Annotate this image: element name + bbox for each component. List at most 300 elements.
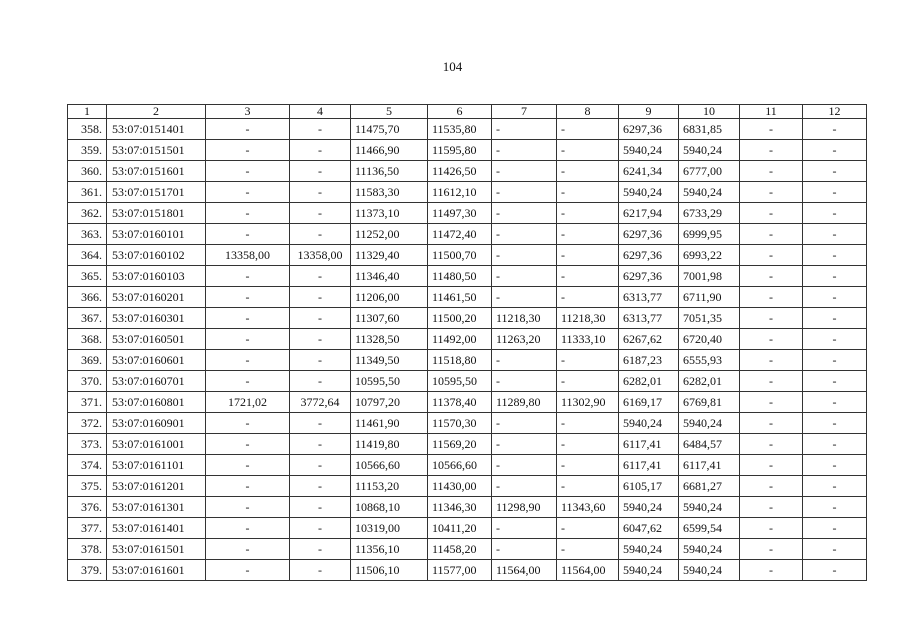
- table-cell: -: [557, 518, 619, 539]
- table-cell: -: [557, 455, 619, 476]
- table-cell: -: [803, 371, 867, 392]
- table-cell: 13358,00: [290, 245, 351, 266]
- table-cell: -: [206, 518, 290, 539]
- table-cell: -: [206, 497, 290, 518]
- table-cell: 375.: [68, 476, 107, 497]
- table-cell: -: [290, 413, 351, 434]
- table-cell: 365.: [68, 266, 107, 287]
- table-cell: 11475,70: [351, 119, 428, 140]
- table-cell: 5940,24: [679, 497, 740, 518]
- table-row: [68, 455, 867, 476]
- table-cell: -: [803, 203, 867, 224]
- table-cell: -: [557, 371, 619, 392]
- table-cell: 10566,60: [351, 455, 428, 476]
- table-row: [68, 182, 867, 203]
- table-cell: -: [557, 266, 619, 287]
- table-cell: -: [492, 140, 557, 161]
- table-cell: -: [740, 413, 803, 434]
- table-cell: 6313,77: [619, 308, 679, 329]
- column-header-4: 4: [290, 105, 351, 119]
- column-header-5: 5: [351, 105, 428, 119]
- column-header-7: 7: [492, 105, 557, 119]
- table-cell: -: [206, 140, 290, 161]
- column-header-2: 2: [107, 105, 206, 119]
- table-row: [68, 476, 867, 497]
- table-cell: 11583,30: [351, 182, 428, 203]
- table-cell: -: [557, 350, 619, 371]
- table-cell: -: [206, 350, 290, 371]
- table-cell: 53:07:0161101: [107, 455, 206, 476]
- table-cell: 6117,41: [679, 455, 740, 476]
- column-header-8: 8: [557, 105, 619, 119]
- table-cell: -: [290, 266, 351, 287]
- table-row: [68, 140, 867, 161]
- table-cell: -: [740, 392, 803, 413]
- table-cell: -: [557, 182, 619, 203]
- table-cell: -: [740, 476, 803, 497]
- table-cell: -: [206, 161, 290, 182]
- table-cell: -: [290, 329, 351, 350]
- table-cell: 11333,10: [557, 329, 619, 350]
- table-cell: 11564,00: [557, 560, 619, 581]
- table-cell: -: [206, 539, 290, 560]
- table-cell: 10595,50: [351, 371, 428, 392]
- table-row: [68, 287, 867, 308]
- table-row: [68, 371, 867, 392]
- table-cell: 11153,20: [351, 476, 428, 497]
- table-cell: 10868,10: [351, 497, 428, 518]
- table-cell: 11518,80: [428, 350, 492, 371]
- table-cell: -: [557, 539, 619, 560]
- table-cell: 53:07:0161201: [107, 476, 206, 497]
- table-cell: 368.: [68, 329, 107, 350]
- table-cell: -: [290, 140, 351, 161]
- column-header-6: 6: [428, 105, 492, 119]
- table-cell: 11378,40: [428, 392, 492, 413]
- table-cell: 53:07:0151701: [107, 182, 206, 203]
- table-cell: -: [557, 161, 619, 182]
- table-cell: 374.: [68, 455, 107, 476]
- table-cell: 11430,00: [428, 476, 492, 497]
- table-cell: -: [206, 308, 290, 329]
- table-cell: -: [492, 203, 557, 224]
- table-cell: 11263,20: [492, 329, 557, 350]
- table-row: [68, 560, 867, 581]
- table-cell: 367.: [68, 308, 107, 329]
- table-cell: 5940,24: [619, 560, 679, 581]
- table-cell: -: [290, 119, 351, 140]
- table-cell: 6047,62: [619, 518, 679, 539]
- table-cell: 11349,50: [351, 350, 428, 371]
- table-cell: 372.: [68, 413, 107, 434]
- table-cell: 10566,60: [428, 455, 492, 476]
- table-cell: 11569,20: [428, 434, 492, 455]
- table-cell: 53:07:0160601: [107, 350, 206, 371]
- table-cell: -: [740, 203, 803, 224]
- table-row: [68, 413, 867, 434]
- table-cell: 10411,20: [428, 518, 492, 539]
- table-cell: -: [803, 224, 867, 245]
- table-cell: 359.: [68, 140, 107, 161]
- table-cell: -: [206, 329, 290, 350]
- table-cell: 11577,00: [428, 560, 492, 581]
- table-cell: 53:07:0160301: [107, 308, 206, 329]
- table-cell: -: [803, 287, 867, 308]
- table-cell: -: [803, 476, 867, 497]
- table-cell: 6117,41: [619, 455, 679, 476]
- table-cell: 376.: [68, 497, 107, 518]
- table-cell: 6993,22: [679, 245, 740, 266]
- table-cell: -: [290, 224, 351, 245]
- column-header-9: 9: [619, 105, 679, 119]
- table-cell: 5940,24: [679, 182, 740, 203]
- table-cell: -: [740, 539, 803, 560]
- table-cell: -: [803, 308, 867, 329]
- table-cell: 11500,70: [428, 245, 492, 266]
- table-cell: 6187,23: [619, 350, 679, 371]
- table-cell: 11497,30: [428, 203, 492, 224]
- table-row: [68, 308, 867, 329]
- table-cell: 11461,90: [351, 413, 428, 434]
- table-cell: -: [290, 497, 351, 518]
- table-cell: 5940,24: [619, 182, 679, 203]
- table-cell: 11564,00: [492, 560, 557, 581]
- table-cell: 11492,00: [428, 329, 492, 350]
- table-cell: 5940,24: [619, 140, 679, 161]
- table-cell: 369.: [68, 350, 107, 371]
- table-cell: 10797,20: [351, 392, 428, 413]
- table-cell: 53:07:0160901: [107, 413, 206, 434]
- table-cell: 6555,93: [679, 350, 740, 371]
- table-cell: 11307,60: [351, 308, 428, 329]
- table-cell: -: [557, 287, 619, 308]
- table-row: [68, 119, 867, 140]
- table-cell: -: [803, 560, 867, 581]
- column-header-10: 10: [679, 105, 740, 119]
- table-cell: -: [803, 182, 867, 203]
- table-cell: 11506,10: [351, 560, 428, 581]
- table-cell: -: [290, 476, 351, 497]
- column-header-11: 11: [740, 105, 803, 119]
- table-cell: 53:07:0160701: [107, 371, 206, 392]
- table-cell: -: [740, 560, 803, 581]
- table-cell: 5940,24: [619, 539, 679, 560]
- table-cell: 11466,90: [351, 140, 428, 161]
- table-cell: 3772,64: [290, 392, 351, 413]
- table-cell: -: [290, 434, 351, 455]
- table-cell: -: [492, 287, 557, 308]
- table-cell: -: [803, 140, 867, 161]
- table-cell: 6711,90: [679, 287, 740, 308]
- table-cell: -: [290, 308, 351, 329]
- column-header-1: 1: [68, 105, 107, 119]
- table-cell: 53:07:0151501: [107, 140, 206, 161]
- table-cell: -: [803, 518, 867, 539]
- table-cell: 13358,00: [206, 245, 290, 266]
- table-row: [68, 350, 867, 371]
- table-cell: 6267,62: [619, 329, 679, 350]
- table-cell: -: [740, 161, 803, 182]
- table-row: [68, 392, 867, 413]
- table-cell: 11570,30: [428, 413, 492, 434]
- table-cell: 53:07:0161301: [107, 497, 206, 518]
- table-cell: -: [557, 476, 619, 497]
- table-cell: -: [740, 245, 803, 266]
- table-cell: 373.: [68, 434, 107, 455]
- table-cell: -: [206, 371, 290, 392]
- table-cell: 11461,50: [428, 287, 492, 308]
- table-cell: 5940,24: [679, 560, 740, 581]
- table-cell: 11289,80: [492, 392, 557, 413]
- table-cell: 6720,40: [679, 329, 740, 350]
- table-cell: 11426,50: [428, 161, 492, 182]
- table-cell: -: [803, 413, 867, 434]
- table-cell: 11328,50: [351, 329, 428, 350]
- table-cell: -: [492, 119, 557, 140]
- table-cell: -: [740, 455, 803, 476]
- table-cell: 11346,40: [351, 266, 428, 287]
- table-cell: 11218,30: [492, 308, 557, 329]
- table-cell: 6241,34: [619, 161, 679, 182]
- table-cell: 11535,80: [428, 119, 492, 140]
- table-cell: 10319,00: [351, 518, 428, 539]
- table-cell: -: [206, 224, 290, 245]
- table-cell: -: [740, 371, 803, 392]
- table-cell: -: [803, 392, 867, 413]
- table-cell: 361.: [68, 182, 107, 203]
- table-cell: 6681,27: [679, 476, 740, 497]
- table-cell: 11595,80: [428, 140, 492, 161]
- table-cell: -: [740, 182, 803, 203]
- table-cell: -: [740, 224, 803, 245]
- table-cell: -: [492, 518, 557, 539]
- table-cell: -: [740, 287, 803, 308]
- table-cell: -: [803, 266, 867, 287]
- table-cell: 11419,80: [351, 434, 428, 455]
- table-cell: 6105,17: [619, 476, 679, 497]
- table-cell: 53:07:0161401: [107, 518, 206, 539]
- table-cell: -: [803, 350, 867, 371]
- table-cell: 11252,00: [351, 224, 428, 245]
- table-cell: 6769,81: [679, 392, 740, 413]
- table-cell: 53:07:0160102: [107, 245, 206, 266]
- table-cell: 53:07:0151601: [107, 161, 206, 182]
- table-cell: 6733,29: [679, 203, 740, 224]
- table-cell: -: [803, 161, 867, 182]
- table-cell: -: [557, 119, 619, 140]
- table-cell: -: [557, 413, 619, 434]
- table-cell: -: [557, 224, 619, 245]
- table-cell: -: [206, 413, 290, 434]
- table-cell: -: [740, 497, 803, 518]
- table-cell: -: [492, 413, 557, 434]
- table-cell: -: [492, 455, 557, 476]
- table-cell: -: [290, 518, 351, 539]
- table-cell: 379.: [68, 560, 107, 581]
- table-cell: 53:07:0160201: [107, 287, 206, 308]
- table-cell: 53:07:0151801: [107, 203, 206, 224]
- table-cell: 6297,36: [619, 266, 679, 287]
- table-cell: -: [290, 560, 351, 581]
- table-cell: 11500,20: [428, 308, 492, 329]
- table-cell: 11346,30: [428, 497, 492, 518]
- table-cell: 11302,90: [557, 392, 619, 413]
- table-cell: 53:07:0151401: [107, 119, 206, 140]
- table-cell: 6117,41: [619, 434, 679, 455]
- table-cell: -: [803, 497, 867, 518]
- table-cell: 6297,36: [619, 119, 679, 140]
- table-cell: 11480,50: [428, 266, 492, 287]
- table-row: [68, 161, 867, 182]
- table-cell: -: [206, 203, 290, 224]
- table-cell: 10595,50: [428, 371, 492, 392]
- table-cell: -: [492, 224, 557, 245]
- table-cell: -: [803, 245, 867, 266]
- table-row: [68, 497, 867, 518]
- table-cell: 11612,10: [428, 182, 492, 203]
- table-row: [68, 518, 867, 539]
- table-cell: 11329,40: [351, 245, 428, 266]
- table-cell: -: [557, 203, 619, 224]
- table-cell: -: [803, 539, 867, 560]
- table-cell: 53:07:0160103: [107, 266, 206, 287]
- table-row: [68, 266, 867, 287]
- column-header-12: 12: [803, 105, 867, 119]
- table-cell: -: [740, 266, 803, 287]
- table-cell: 11472,40: [428, 224, 492, 245]
- table-cell: -: [290, 539, 351, 560]
- table-cell: -: [740, 350, 803, 371]
- table-cell: 53:07:0161501: [107, 539, 206, 560]
- table-cell: -: [492, 539, 557, 560]
- table-cell: -: [290, 182, 351, 203]
- table-cell: -: [290, 287, 351, 308]
- table-row: [68, 224, 867, 245]
- table-cell: -: [206, 119, 290, 140]
- table-cell: -: [206, 476, 290, 497]
- table-cell: 11343,60: [557, 497, 619, 518]
- table-cell: 6777,00: [679, 161, 740, 182]
- table-cell: 6297,36: [619, 245, 679, 266]
- table-cell: -: [492, 350, 557, 371]
- table-cell: 1721,02: [206, 392, 290, 413]
- table-cell: 6599,54: [679, 518, 740, 539]
- page-number: 104: [442, 59, 463, 74]
- table-cell: 53:07:0160101: [107, 224, 206, 245]
- table-cell: 6999,95: [679, 224, 740, 245]
- table-cell: -: [740, 434, 803, 455]
- table-cell: -: [492, 245, 557, 266]
- table-cell: 5940,24: [679, 140, 740, 161]
- table-cell: 6282,01: [679, 371, 740, 392]
- table-cell: 5940,24: [619, 413, 679, 434]
- table-cell: -: [492, 161, 557, 182]
- table-cell: -: [803, 119, 867, 140]
- table-row: [68, 539, 867, 560]
- table-cell: 11206,00: [351, 287, 428, 308]
- table-cell: 7051,35: [679, 308, 740, 329]
- table-cell: 6297,36: [619, 224, 679, 245]
- table-cell: 53:07:0161001: [107, 434, 206, 455]
- table-cell: 378.: [68, 539, 107, 560]
- table-cell: 11298,90: [492, 497, 557, 518]
- table-row: [68, 329, 867, 350]
- table-cell: 6282,01: [619, 371, 679, 392]
- table-cell: -: [206, 455, 290, 476]
- table-cell: -: [206, 434, 290, 455]
- table-row: [68, 245, 867, 266]
- table-cell: -: [290, 203, 351, 224]
- table-cell: 6169,17: [619, 392, 679, 413]
- table-cell: -: [740, 140, 803, 161]
- table-cell: 363.: [68, 224, 107, 245]
- table-cell: -: [206, 182, 290, 203]
- table-cell: 53:07:0160501: [107, 329, 206, 350]
- table-cell: 11356,10: [351, 539, 428, 560]
- table-cell: 6313,77: [619, 287, 679, 308]
- table-cell: -: [803, 434, 867, 455]
- table-cell: -: [492, 476, 557, 497]
- table-cell: -: [803, 329, 867, 350]
- table-cell: 6217,94: [619, 203, 679, 224]
- table-cell: 11136,50: [351, 161, 428, 182]
- table-cell: -: [290, 371, 351, 392]
- table-cell: 5940,24: [679, 539, 740, 560]
- table-row: [68, 203, 867, 224]
- table-cell: -: [492, 266, 557, 287]
- table-cell: -: [206, 560, 290, 581]
- table-cell: 11218,30: [557, 308, 619, 329]
- table-cell: -: [290, 455, 351, 476]
- table-cell: 5940,24: [619, 497, 679, 518]
- table-cell: 6831,85: [679, 119, 740, 140]
- table-cell: 53:07:0160801: [107, 392, 206, 413]
- data-table: [67, 104, 867, 581]
- table-cell: -: [803, 455, 867, 476]
- table-cell: 362.: [68, 203, 107, 224]
- table-cell: -: [557, 245, 619, 266]
- table-cell: 377.: [68, 518, 107, 539]
- table-cell: -: [492, 182, 557, 203]
- table-cell: -: [492, 371, 557, 392]
- table-header-row: [68, 105, 867, 119]
- table-cell: 11458,20: [428, 539, 492, 560]
- table-cell: -: [290, 161, 351, 182]
- table-cell: -: [740, 329, 803, 350]
- table-cell: 5940,24: [679, 413, 740, 434]
- column-header-3: 3: [206, 105, 290, 119]
- table-cell: 358.: [68, 119, 107, 140]
- table-cell: 371.: [68, 392, 107, 413]
- table-cell: -: [492, 434, 557, 455]
- table-cell: 360.: [68, 161, 107, 182]
- table-cell: -: [206, 287, 290, 308]
- table-cell: 11373,10: [351, 203, 428, 224]
- table-row: [68, 434, 867, 455]
- table-cell: -: [740, 119, 803, 140]
- table-cell: -: [557, 140, 619, 161]
- table-cell: 53:07:0161601: [107, 560, 206, 581]
- table-cell: 370.: [68, 371, 107, 392]
- table-cell: -: [557, 434, 619, 455]
- table-cell: 6484,57: [679, 434, 740, 455]
- table-cell: 364.: [68, 245, 107, 266]
- table-cell: -: [290, 350, 351, 371]
- table-cell: -: [740, 308, 803, 329]
- table-cell: 7001,98: [679, 266, 740, 287]
- table-cell: -: [206, 266, 290, 287]
- table-cell: -: [740, 518, 803, 539]
